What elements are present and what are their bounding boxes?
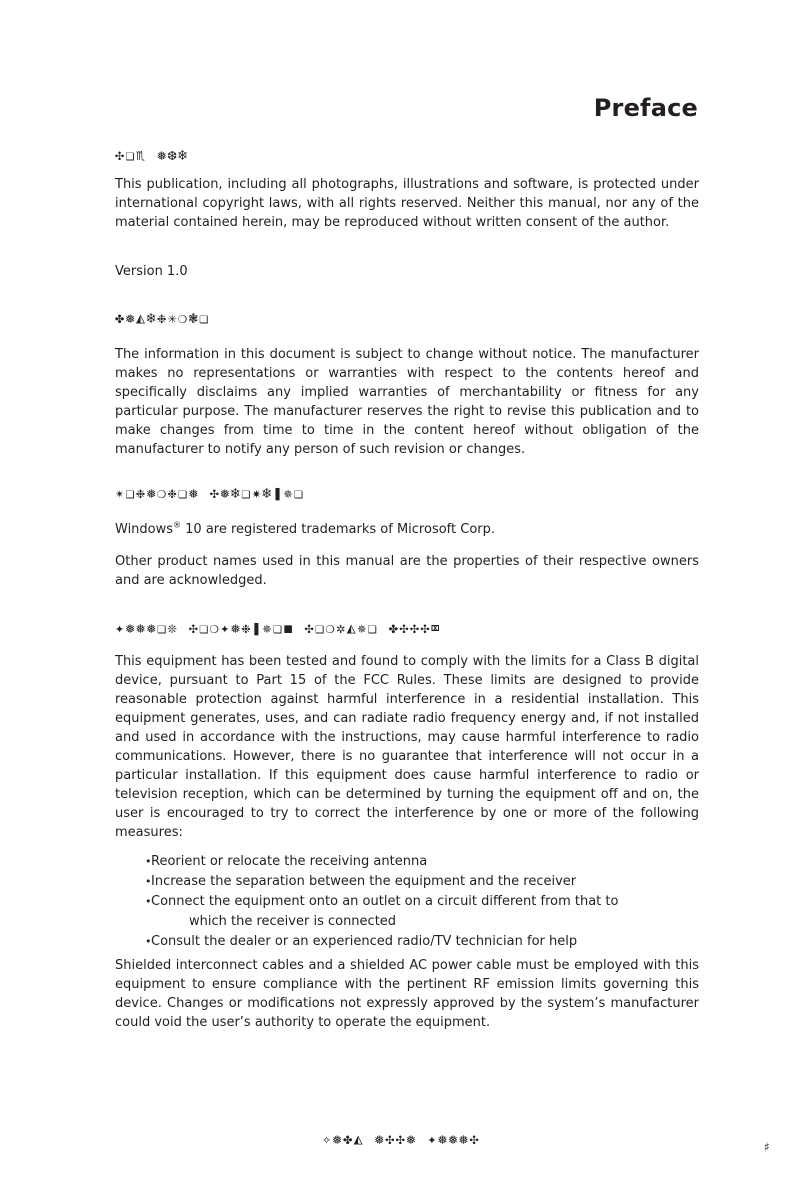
list-item: • Increase the separation between the equipment and the receiver — [145, 872, 685, 892]
page-number: ♯ — [764, 1140, 770, 1154]
page-title: Preface — [593, 94, 698, 122]
section-heading-fcc: ✦❅❅❅❏❊ ✣❏❍✦❅❉❚✵❏◼ ✣❏❍✲◭✵❏ ✤✣✣✣⌧ — [115, 619, 442, 637]
section-heading-copyright: ✣❏♏ ❅❆❄ — [115, 146, 189, 164]
section-heading-trademark: ✴❏❉❅❍❉❏❅ ✣❅❄❏✷❄❚✵❏ — [115, 484, 305, 502]
section-heading-disclaimer: ✤❅◭❄❉✳❍❃❏ — [115, 309, 210, 327]
bullet-glyph: • — [145, 875, 152, 888]
trademark-line — [115, 520, 699, 539]
fcc-paragraph: This equipment has been tested and found to comply with the limits for a Class B digital device, pursuant to Part 15 of the FCC Rules. These limits are designed to provide reasonable protection against harmful interference in a residential installation. This equipment generates, uses, and can radiate radio frequency energy and, if not installed and used in accordance with the instructions, may cause harmful interference to radio communications. However, there is no guarantee that interference will not occur in a particular installation. If this equipment does cause harmful interference to radio or television reception, which can be determined by turning the equipment off and on, the user is encouraged to try to correct the interference by one or more of the following measures: — [115, 654, 699, 840]
list-item: • Connect the equipment onto an outlet on a circuit different from that to which the receiver is connected — [145, 892, 685, 932]
trademark-brand: Windows — [115, 522, 174, 537]
list-item: • Consult the dealer or an experienced radio/TV technician for help — [145, 932, 685, 952]
list-item: • Reorient or relocate the receiving antenna — [145, 852, 685, 872]
bullet-continuation: which the receiver is connected — [189, 914, 397, 929]
page-footer: ✧❅✤◭ ❅✣✣❅ ✦❅❅❅✣ — [322, 1130, 480, 1148]
trademark-paragraph: Other product names used in this manual are the properties of their respective owners and are acknowledged. — [115, 554, 699, 588]
bullet-glyph: • — [145, 935, 152, 948]
bullet-glyph: • — [145, 895, 152, 908]
registered-mark: ® — [173, 520, 182, 530]
copyright-paragraph: This publication, including all photographs, illustrations and software, is protected under international copyright laws, with all rights reserved. Neither this manual, nor any of the material contained herein, may be reproduced without written consent of the author. — [115, 177, 699, 230]
disclaimer-paragraph: The information in this document is subject to change without notice. The manufacturer makes no representations or warranties with respect to the contents hereof and specifically disclaims any implied warranties of merchantability or fitness for any particular purpose. The manufacturer reserves the right to revise this publication and to make changes from time to time in the content hereof without obligation of the manufacturer to notify any person of such revision or changes. — [115, 347, 699, 457]
trademark-rest: 10 are registered trademarks of Microsoft Corp. — [181, 522, 496, 537]
fcc-closing-paragraph: Shielded interconnect cables and a shielded AC power cable must be employed with this equipment to ensure compliance with the pertinent RF emission limits governing this device. Changes or modifications not expressly approved by the system’s manufacturer could void the user’s authority to operate the equipment. — [115, 958, 699, 1030]
bullet-glyph: • — [145, 855, 152, 868]
fcc-measures-list — [145, 852, 685, 952]
version-text: Version 1.0 — [115, 264, 188, 279]
